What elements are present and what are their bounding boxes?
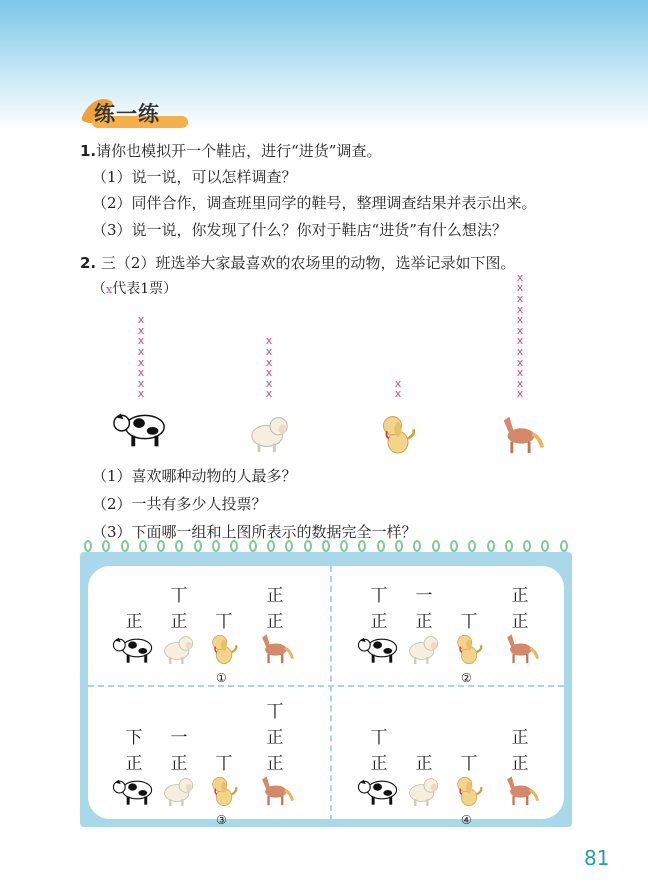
tally-mark: 正 (511, 612, 529, 632)
question-text: 请你也模拟开一个鞋店，进行“进货”调查。 (96, 142, 382, 160)
ring-icon (175, 540, 183, 552)
vote-mark: x (516, 334, 524, 348)
vote-mark: x (516, 291, 524, 305)
ring-icon (523, 540, 531, 552)
vote-column-dog (391, 376, 405, 401)
ring-icon (432, 540, 440, 552)
vote-column-cow (134, 315, 148, 400)
vote-mark: x (137, 313, 145, 327)
legend (92, 278, 177, 298)
horse-image (256, 631, 294, 665)
vote-mark: x (137, 376, 145, 390)
question-number: 2. (80, 254, 97, 272)
option-1[interactable] (100, 555, 340, 685)
tally-mark: 正 (266, 754, 284, 774)
vote-mark: x (265, 366, 273, 380)
question-2 (80, 252, 515, 273)
tally-mark: 正 (266, 612, 284, 632)
vote-mark: x (394, 387, 402, 401)
option-4[interactable] (345, 697, 585, 827)
ring-icon (322, 540, 330, 552)
sheep-image (405, 631, 443, 665)
option-label: ③ (216, 813, 227, 827)
tally-horse (260, 699, 290, 777)
tally-mark: 正 (125, 612, 143, 632)
vote-mark: x (137, 355, 145, 369)
tally-mark: 正 (415, 754, 433, 774)
tally-horse (260, 583, 290, 635)
ring-icon (102, 540, 110, 552)
tally-sheep (409, 583, 439, 635)
ring-icon (358, 540, 366, 552)
ring-icon (505, 540, 513, 552)
tally-mark: 正 (266, 728, 284, 748)
ring-icon (267, 540, 275, 552)
ring-icon (377, 540, 385, 552)
option-2[interactable] (345, 555, 585, 685)
tally-mark: 丅 (215, 754, 233, 774)
tally-mark: 丅 (170, 586, 188, 606)
cow-image (112, 405, 170, 449)
ring-icon (157, 540, 165, 552)
sheep-image (246, 410, 294, 454)
vote-mark: x (137, 323, 145, 337)
tally-mark: 正 (511, 728, 529, 748)
q2-sub-1: （1）喜欢哪种动物的人最多？ (92, 467, 297, 485)
vote-mark: x (265, 376, 273, 390)
tally-cow (119, 725, 149, 777)
horse-image (256, 773, 294, 807)
ring-icon (121, 540, 129, 552)
ring-icon (230, 540, 238, 552)
tally-mark: 丅 (370, 728, 388, 748)
vote-mark: x (516, 387, 524, 401)
ring-icon (194, 540, 202, 552)
tally-sheep (164, 583, 194, 635)
ring-icon (395, 540, 403, 552)
vote-mark: x (516, 366, 524, 380)
tally-mark: 正 (511, 754, 529, 774)
ring-icon (212, 540, 220, 552)
dog-image (378, 410, 418, 456)
option-label: ④ (461, 813, 472, 827)
tally-mark: 丅 (266, 702, 284, 722)
tally-mark: 正 (370, 612, 388, 632)
dog-image (208, 773, 240, 807)
vote-mark: x (137, 366, 145, 380)
tally-horse (505, 725, 535, 777)
question-text: 三（2）班选举大家最喜欢的农场里的动物，选举记录如下图。 (100, 254, 516, 272)
tally-mark: 正 (170, 754, 188, 774)
vote-mark: x (516, 281, 524, 295)
ring-icon (468, 540, 476, 552)
horse-image (501, 631, 539, 665)
cow-image (357, 773, 401, 807)
ring-icon (560, 540, 568, 552)
dog-image (453, 773, 485, 807)
vote-mark: x (265, 344, 273, 358)
option-3[interactable] (100, 697, 340, 827)
tally-cow (364, 725, 394, 777)
dog-image (208, 631, 240, 665)
ring-icon (541, 540, 549, 552)
horse-image (501, 773, 539, 807)
ring-icon (304, 540, 312, 552)
ring-icon (139, 540, 147, 552)
vote-column-sheep (262, 336, 276, 400)
vote-mark: x (516, 376, 524, 390)
section-title (86, 96, 186, 130)
cow-image (112, 631, 156, 665)
cow-image (112, 773, 156, 807)
tally-mark: 正 (170, 612, 188, 632)
vote-mark: x (137, 387, 145, 401)
option-label: ② (461, 671, 472, 685)
q2-sub-2: （2）一共有多少人投票？ (92, 495, 267, 513)
tally-mark: 下 (125, 728, 143, 748)
tally-cow (364, 583, 394, 635)
vote-mark: x (516, 270, 524, 284)
ring-icon (285, 540, 293, 552)
tally-sheep (164, 725, 194, 777)
ring-icon (84, 540, 92, 552)
sheep-image (160, 631, 198, 665)
option-label: ① (216, 671, 227, 685)
horse-image (496, 412, 544, 456)
tally-mark: 正 (125, 754, 143, 774)
vote-mark: x (516, 302, 524, 316)
tally-mark: 正 (370, 754, 388, 774)
tally-horse (505, 583, 535, 635)
question-1 (80, 140, 381, 161)
vote-mark: x (516, 323, 524, 337)
ring-icon (340, 540, 348, 552)
sheep-image (160, 773, 198, 807)
legend-paren: （ (92, 281, 106, 297)
legend-text: 代表1票） (112, 281, 178, 297)
tally-mark: 正 (266, 586, 284, 606)
vote-mark: x (516, 313, 524, 327)
page-number: 81 (584, 846, 610, 870)
vote-mark: x (516, 344, 524, 358)
sheep-image (405, 773, 443, 807)
cow-image (357, 631, 401, 665)
ring-icon (249, 540, 257, 552)
q1-sub-3: （3）说一说，你发现了什么？你对于鞋店“进货”有什么想法？ (92, 221, 507, 239)
cross-mark-icon: x (106, 283, 113, 296)
q1-sub-1: （1）说一说，可以怎样调查？ (92, 168, 297, 186)
tally-mark: 丅 (215, 612, 233, 632)
tally-mark: 丅 (460, 754, 478, 774)
q1-sub-2: （2）同伴合作，调查班里同学的鞋号，整理调查结果并表示出来。 (92, 194, 537, 212)
vote-mark: x (137, 344, 145, 358)
section-title-text: 练一练 (94, 102, 160, 126)
ring-icon (487, 540, 495, 552)
vote-mark: x (137, 334, 145, 348)
tally-mark: 丅 (370, 586, 388, 606)
divider-horizontal (88, 685, 564, 687)
tally-mark: 一 (170, 728, 188, 748)
dog-image (453, 631, 485, 665)
tally-mark: 一 (415, 586, 433, 606)
vote-mark: x (265, 355, 273, 369)
ring-icon (450, 540, 458, 552)
vote-mark: x (265, 334, 273, 348)
tally-mark: 丅 (460, 612, 478, 632)
vote-mark: x (265, 387, 273, 401)
ring-icon (413, 540, 421, 552)
q2-sub-3: （3）下面哪一组和上图所表示的数据完全一样？ (92, 523, 417, 541)
question-number: 1. (80, 142, 97, 160)
vote-mark: x (516, 355, 524, 369)
tally-mark: 正 (511, 586, 529, 606)
vote-mark: x (394, 376, 402, 390)
vote-column-horse (513, 270, 527, 401)
tally-mark: 正 (415, 612, 433, 632)
